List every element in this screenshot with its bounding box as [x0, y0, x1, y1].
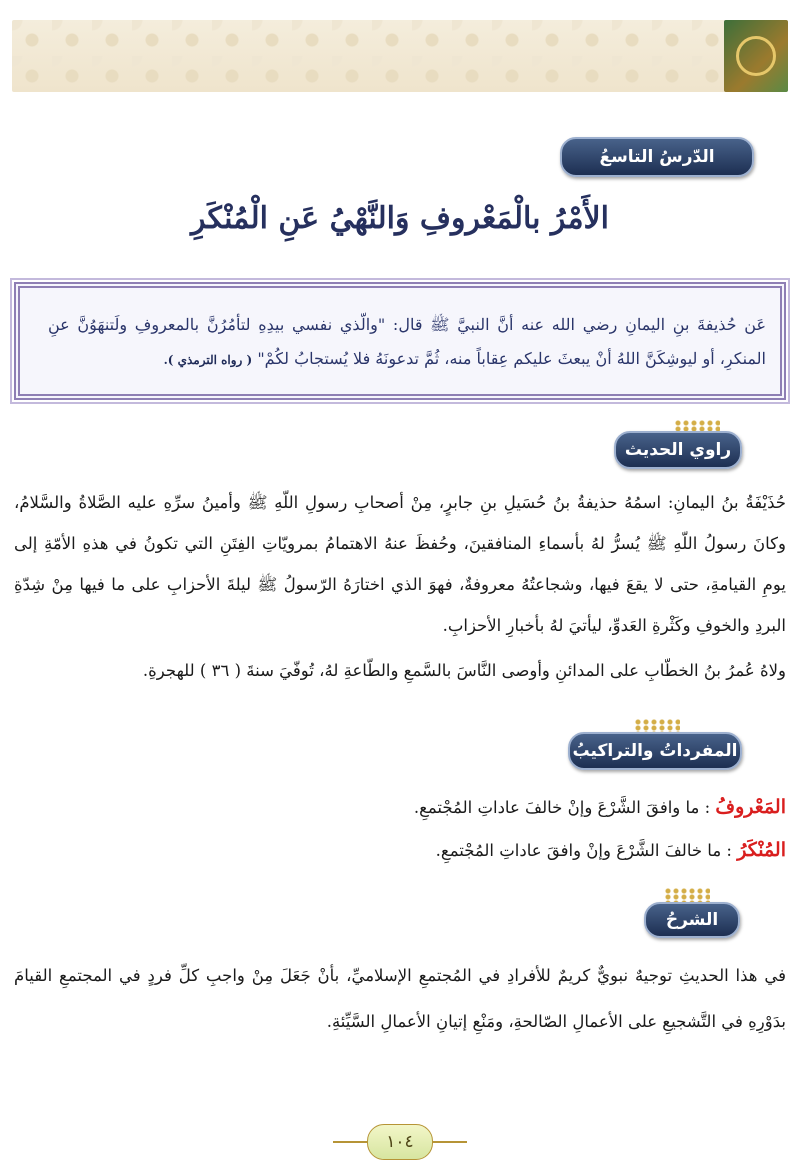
- hadith-text: عَن حُذيفةَ بنِ اليمانِ رضي الله عنه أنَّ النبيَّ ﷺ قال: "والّذي نفسي بيدِهِ لتأمُرُنَّ بالمعروفِ ولَتنهَوُنَّ عنِ المنكرِ، أو ليوشِكَنَّ اللهُ أنْ يبعثَ عليكم عِقاباً منه، ثُمَّ تدعونَهُ فلا يُستجابُ لكُمْ": [48, 315, 767, 368]
- explanation-paragraph: في هذا الحديثِ توجيهٌ نبويٌّ كريمٌ للأفرادِ في المُجتمعِ الإسلاميِّ، بأنْ جَعَلَ مِنْ واجبِ كلِّ فردٍ في المجتمعِ القيامَ بدَوْرِهِ في التَّشجيعِ على الأعمالِ الصّالحةِ، ومَنْعِ إتيانِ الأعمالِ السَّيِّئةِ.: [14, 966, 786, 1031]
- lesson-title: الأَمْرُ بالْمَعْروفِ وَالنَّهْيُ عَنِ الْمُنْكَرِ: [190, 201, 609, 236]
- vocabulary-item: [14, 829, 786, 872]
- vocabulary-term: المَعْروفُ: [715, 796, 786, 818]
- section-heading-vocabulary: المفرداتُ والتراكيبُ: [568, 732, 742, 770]
- section-heading-narrator: راوي الحديث: [614, 431, 742, 469]
- vocabulary-item: [14, 786, 786, 829]
- footer-ornament-right: [433, 1141, 467, 1143]
- page-footer: [330, 1122, 470, 1162]
- ornament-corner-icon: [724, 20, 788, 92]
- vocabulary-definition: : ما وافقَ الشَّرْعَ وإنْ خالفَ عاداتِ المُجْتمعِ.: [413, 798, 711, 817]
- hadith-text-block: [48, 308, 766, 377]
- vocabulary-definition: : ما خالفَ الشَّرْعَ وإنْ وافقَ عاداتِ المُجْتمعِ.: [435, 841, 732, 860]
- narrator-paragraph: حُذَيْفَةُ بنُ اليمانِ: اسمُهُ حذيفةُ بنُ حُسَيلِ بنِ جابرٍ، مِنْ أصحابِ رسولِ اللّهِ ﷺ وأمينُ سرِّهِ عليه الصَّلاةُ والسَّلامُ، وكانَ رسولُ اللّهِ ﷺ يُسرُّ لهُ بأسماءِ المنافقينَ، وحُفظَ عنهُ الاهتمامُ بمرويّاتِ الفِتَنِ التي تكونُ في هذهِ الأمّةِ إلى يومِ القيامةِ، حتى لا يقعَ فيها، وشجاعتُهُ معروفةٌ، فهوَ الذي اختارَهُ الرّسولُ ﷺ ليلةَ الأحزابِ على ما فيها مِنْ شِدّةِ البردِ والخوفِ وكَثْرةِ العَدوِّ، ليأتيَ لهُ بأخبارِ الأحزابِ.: [14, 493, 786, 635]
- ornamental-header-band: [12, 20, 788, 92]
- vocabulary-term: المُنْكَرُ: [737, 839, 786, 861]
- vocabulary-list: [14, 786, 786, 872]
- hadith-source: ( رواه الترمذي ).: [163, 353, 253, 367]
- footer-ornament-left: [333, 1141, 367, 1143]
- narrator-closing-line: ولاهُ عُمرُ بنُ الخطّابِ على المدائنِ وأوصى النَّاسَ بالسَّمعِ والطّاعةِ لهُ، تُوفّيَ سنةَ ( ٣٦ ) للهجرةِ.: [142, 661, 786, 680]
- lesson-number-badge: الدّرسُ التاسعُ والعِشرونَ: [560, 137, 754, 177]
- page-number: ١٠٤: [367, 1124, 433, 1160]
- section-heading-explanation: الشرحُ: [644, 902, 740, 938]
- hadith-box: [14, 282, 786, 400]
